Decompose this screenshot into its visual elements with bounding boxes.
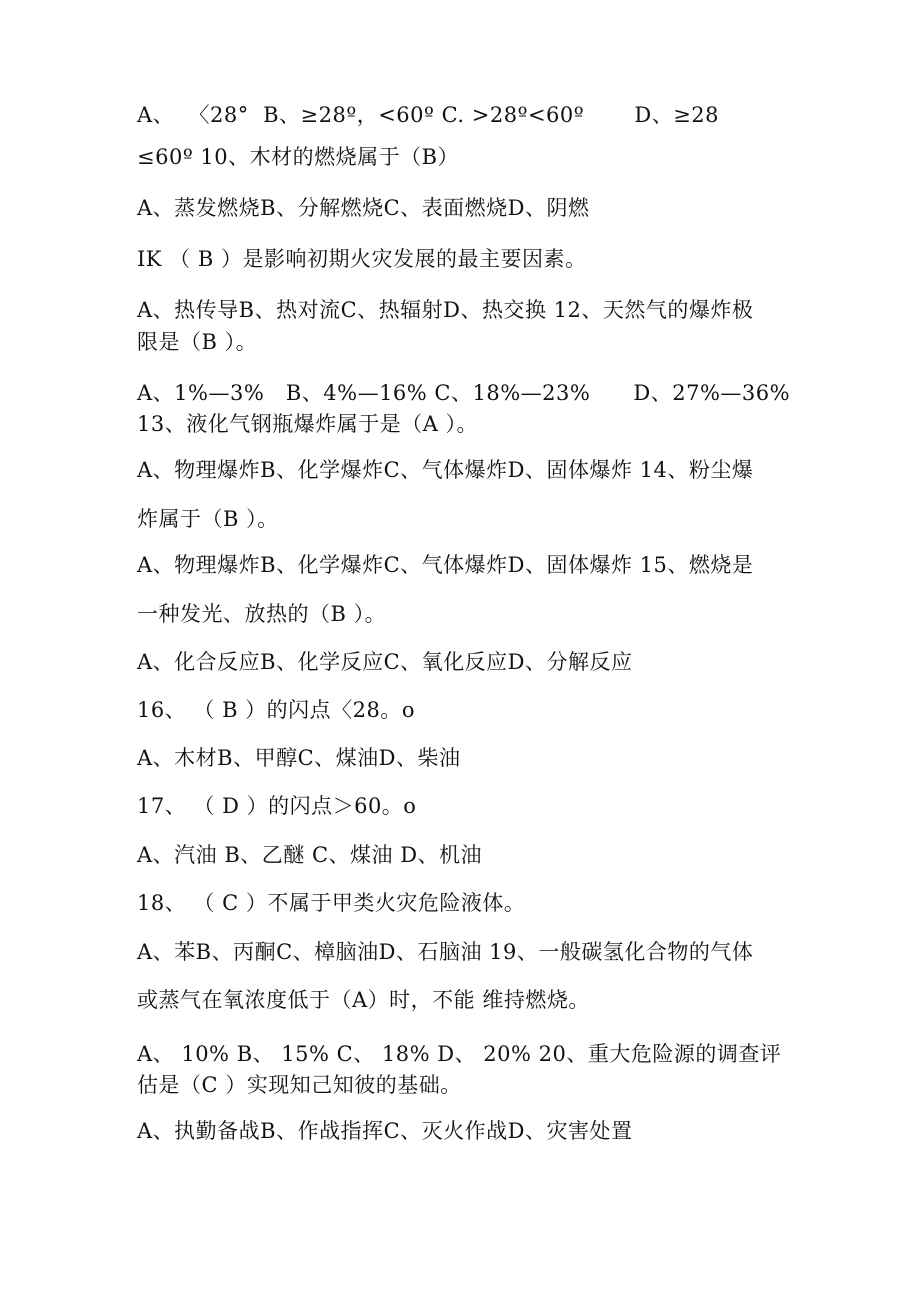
text-line: A、1%—3% B、4%—16% C、18%—23% D、27%—36%: [137, 381, 791, 405]
text-line: 13、液化气钢瓶爆炸属于是（A ）。: [137, 412, 479, 436]
text-line: A、汽油 B、乙醚 C、煤油 D、机油: [137, 843, 483, 867]
text-line: 炸属于（B ）。: [137, 507, 279, 531]
text-line: A、 〈28° B、≥28º，<60º C. >28º<60º D、≥28: [137, 103, 720, 127]
text-line: IK （ B ）是影响初期火灾发展的最主要因素。: [137, 247, 587, 271]
text-line: A、热传导B、热对流C、热辐射D、热交换 12、天然气的爆炸极: [137, 298, 754, 322]
text-line: A、化合反应B、化学反应C、氧化反应D、分解反应: [137, 650, 633, 674]
text-line: A、物理爆炸B、化学爆炸C、气体爆炸D、固体爆炸 15、燃烧是: [137, 553, 754, 577]
text-line: 限是（B ）。: [137, 330, 258, 354]
text-line: ≤60º 10、木材的燃烧属于（B）: [137, 145, 460, 169]
text-line: 一种发光、放热的（B ）。: [137, 602, 387, 626]
text-line: A、 10% B、 15% C、 18% D、 20% 20、重大危险源的调查评: [137, 1042, 782, 1066]
text-line: A、苯B、丙酮C、樟脑油D、石脑油 19、一般碳氢化合物的气体: [137, 940, 754, 964]
text-line: A、蒸发燃烧B、分解燃烧C、表面燃烧D、阴燃: [137, 196, 590, 220]
text-line: A、物理爆炸B、化学爆炸C、气体爆炸D、固体爆炸 14、粉尘爆: [137, 458, 754, 482]
text-line: 16、 （ B ）的闪点〈28。o: [137, 698, 416, 722]
text-line: 17、 （ D ）的闪点＞60。o: [137, 794, 417, 818]
text-line: A、执勤备战B、作战指挥C、灭火作战D、灾害处置: [137, 1119, 633, 1143]
text-line: 或蒸气在氧浓度低于（A）时，不能 维持燃烧。: [137, 988, 590, 1012]
text-line: 18、 （ C ）不属于甲类火灾危险液体。: [137, 891, 526, 915]
text-line: A、木材B、甲醇C、煤油D、柴油: [137, 746, 461, 770]
text-line: 估是（C ）实现知己知彼的基础。: [137, 1073, 462, 1097]
